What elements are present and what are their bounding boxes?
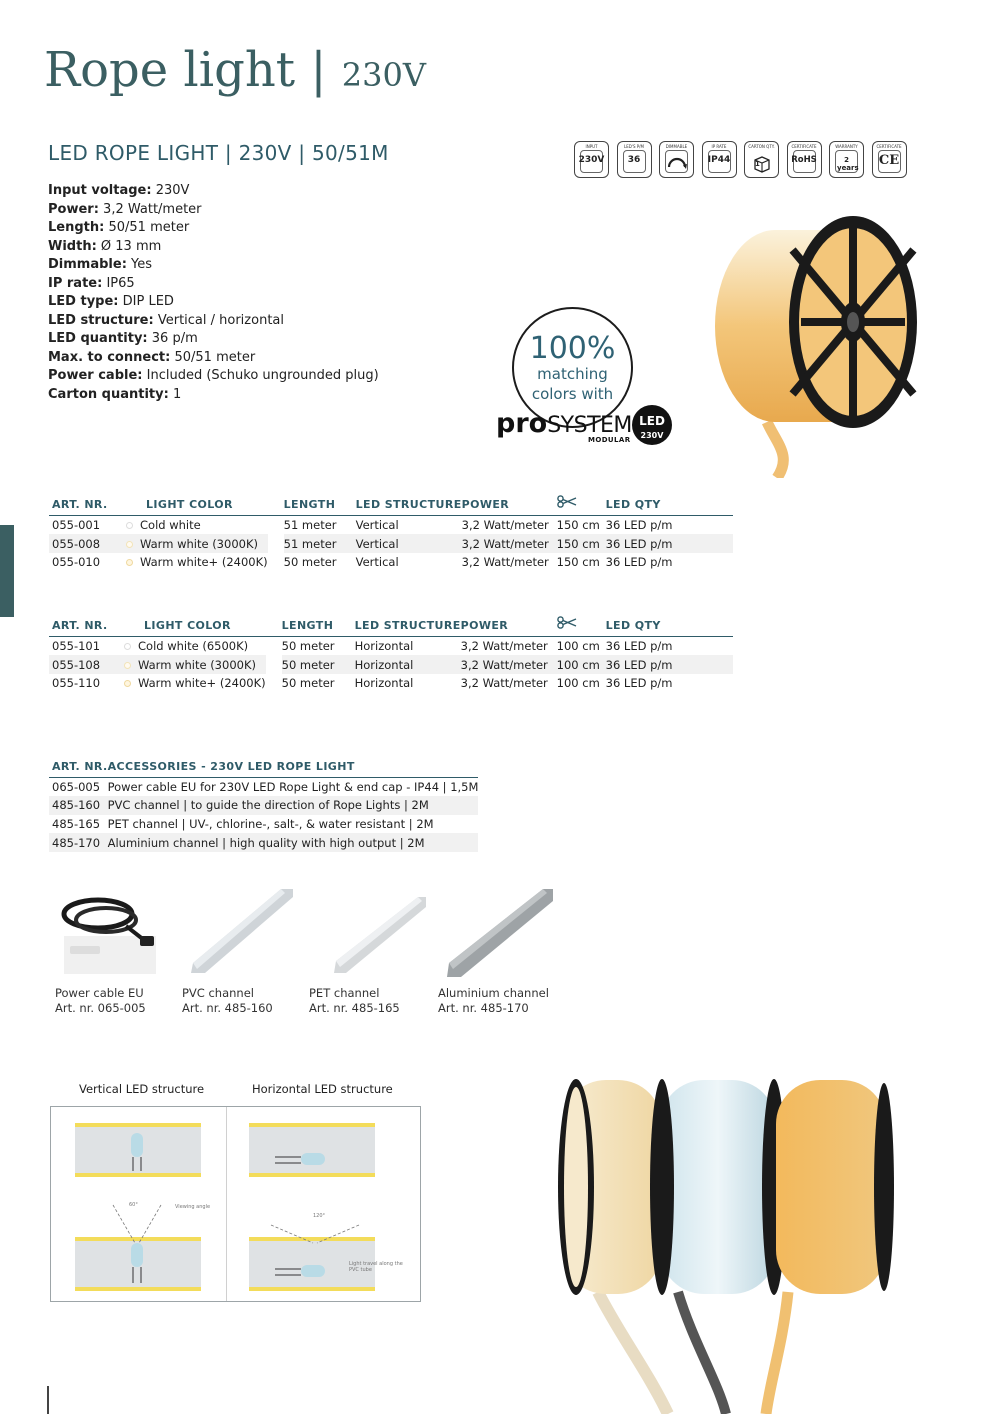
table-cell: [126, 534, 268, 553]
icon-value: 2 years: [837, 156, 859, 172]
badge-line-2: colors with: [531, 385, 614, 403]
table-cell: [606, 637, 733, 656]
cell-text: Horizontal: [354, 676, 414, 691]
table-row: [49, 516, 733, 535]
col-length: LENGTH: [284, 495, 356, 516]
accessory-name: Aluminium channel: [438, 986, 549, 1000]
page-side-marker: [0, 525, 14, 617]
icon-value: RoHS: [791, 155, 817, 165]
title-separator: |: [310, 42, 327, 98]
spec-row: [48, 349, 379, 368]
col-accessory: ACCESSORIES - 230V LED ROPE LIGHT: [108, 758, 479, 777]
color-swatch-icon: [126, 522, 133, 529]
cell-text: 055-108: [52, 657, 101, 672]
cell-text: 150 cm: [556, 536, 600, 551]
cell-text: 100 cm: [556, 657, 600, 672]
table-cell: [606, 553, 733, 572]
dimmer-arc-icon: [666, 153, 688, 173]
icon-caption: LED'S P/M: [624, 144, 644, 149]
pet-channel-image: [330, 893, 430, 981]
table-cell: [461, 674, 557, 693]
icon-caption: CERTIFICATE: [876, 144, 902, 149]
structure-drawing: [51, 1107, 422, 1303]
spec-value: 50/51 meter: [108, 220, 190, 235]
cell-text: 50 meter: [281, 657, 335, 672]
cell-text: 50 meter: [283, 555, 337, 570]
input-voltage-icon: [574, 141, 609, 178]
spec-row: [48, 219, 379, 238]
spec-value: DIP LED: [122, 294, 174, 309]
accessory-caption: [309, 986, 400, 1016]
table-cell: [557, 655, 606, 674]
spec-row: [48, 330, 379, 349]
spec-label: Length:: [48, 220, 105, 235]
col-light-color: LIGHT COLOR: [142, 495, 284, 516]
cell-text: 100 cm: [556, 676, 600, 691]
accessory-art: Art. nr. 485-160: [182, 1001, 273, 1015]
color-swatch-icon: [126, 541, 133, 548]
spec-row: [48, 312, 379, 331]
cell-text: 055-110: [52, 676, 101, 691]
table-row: [49, 674, 733, 693]
table-cell: [124, 655, 266, 674]
vertical-rope-table: [49, 495, 733, 572]
col-led-qty: LED QTY: [606, 616, 733, 637]
spec-label: Power cable:: [48, 368, 143, 383]
icon-value: CE: [878, 153, 900, 168]
table-cell: [49, 815, 108, 834]
table-header-row: [49, 495, 733, 516]
spec-label: Input voltage:: [48, 183, 152, 198]
table-cell: [284, 553, 356, 572]
table-row: [49, 534, 733, 553]
table-cell: [284, 534, 356, 553]
table-cell: [126, 553, 268, 572]
table-row: [49, 655, 733, 674]
cell-text: 51 meter: [283, 536, 337, 551]
icon-value: 1: [755, 160, 760, 168]
accessory-name: PVC channel: [182, 986, 254, 1000]
table-cell: [108, 833, 479, 852]
table-cell: [356, 534, 462, 553]
spec-value: 50/51 meter: [174, 349, 256, 365]
table-cell: [108, 777, 479, 796]
cell-text: 36 LED p/m: [605, 657, 673, 672]
accessory-caption: [438, 986, 549, 1016]
page-title: [44, 42, 426, 98]
spec-label: LED structure:: [48, 312, 154, 328]
spec-label: LED type:: [48, 294, 119, 309]
cell-text: Warm white (3000K): [138, 657, 256, 672]
pvc-channel-image: [185, 883, 295, 981]
cell-text: 100 cm: [556, 639, 600, 654]
cell-text: 150 cm: [556, 518, 600, 533]
rope-light-reel-photo: [697, 194, 925, 482]
table-cell: [355, 674, 461, 693]
cell-text: Horizontal: [354, 657, 414, 672]
accessories-table: [49, 758, 478, 852]
col-led-structure: LED STRUCTURE: [355, 616, 461, 637]
ce-icon: [872, 141, 907, 178]
led-structure-diagram: [50, 1106, 421, 1302]
cell-text: Warm white+ (2400K): [138, 676, 266, 691]
table-cell: [124, 674, 266, 693]
spec-row: [48, 256, 379, 275]
spec-label: Carton quantity:: [48, 386, 169, 402]
cell-text: 485-170: [52, 835, 101, 850]
cell-text: 3,2 Watt/meter: [461, 555, 549, 570]
table-row: [49, 637, 733, 656]
table-cell: [284, 516, 356, 535]
table-cell: [557, 516, 606, 535]
page-bottom-marker: [47, 1386, 49, 1414]
table-cell: [282, 674, 355, 693]
spec-row: [48, 386, 379, 405]
spec-row: [48, 201, 379, 220]
feature-icons: [574, 141, 907, 178]
table-cell: [108, 815, 479, 834]
table-header-row: [49, 758, 478, 777]
spec-label: IP rate:: [48, 275, 103, 291]
cell-text: 3,2 Watt/meter: [461, 518, 549, 533]
cell-text: Vertical: [355, 555, 399, 570]
col-cut-length: [557, 616, 606, 637]
spec-value: Included (Schuko ungrounded plug): [146, 368, 379, 383]
vertical-structure-label: Vertical LED structure: [79, 1082, 205, 1096]
cell-text: 50 meter: [281, 676, 335, 691]
col-power: POWER: [462, 495, 557, 516]
col-length: LENGTH: [282, 616, 355, 637]
reel-image: [697, 194, 925, 478]
horizontal-structure-label: Horizontal LED structure: [252, 1082, 393, 1096]
table-cell: [49, 796, 108, 815]
table-cell: [462, 534, 557, 553]
carton-icon: [744, 141, 779, 178]
icon-value: IP44: [707, 155, 731, 165]
accessory-art: Art. nr. 485-165: [309, 1001, 400, 1015]
vertical-angle: 60°: [129, 1202, 138, 1208]
col-light-color: LIGHT COLOR: [140, 616, 282, 637]
spec-value: 1: [172, 386, 182, 402]
cell-text: 485-165: [52, 816, 101, 831]
table-cell: [606, 674, 733, 693]
icon-value: 230V: [578, 155, 605, 165]
spec-row: [48, 238, 379, 257]
scissors-icon: [557, 616, 577, 629]
cell-text: 055-101: [52, 639, 101, 654]
cell-text: 485-160: [52, 798, 101, 813]
col-art-nr: ART. NR.: [49, 616, 140, 637]
table-cell: [126, 516, 268, 535]
accessory-name: PET channel: [309, 986, 380, 1000]
spec-value: Yes: [131, 257, 153, 272]
table-cell: [49, 777, 108, 796]
table-cell: [356, 553, 462, 572]
cell-text: Vertical: [355, 518, 399, 533]
led-circle-icon: [631, 404, 673, 446]
spec-value: Ø 13 mm: [100, 238, 162, 254]
table-cell: [462, 516, 557, 535]
table-cell: [606, 655, 733, 674]
icon-value: 36: [627, 155, 641, 165]
cell-text: 055-008: [52, 536, 101, 551]
cell-text: 3,2 Watt/meter: [461, 536, 549, 551]
table-cell: [108, 796, 479, 815]
title-main: Rope light: [44, 42, 296, 98]
spec-value: Vertical / horizontal: [157, 312, 284, 328]
table-cell: [557, 637, 606, 656]
spec-list: [48, 182, 379, 404]
spec-value: 36 p/m: [151, 331, 198, 346]
color-swatch-icon: [124, 680, 131, 687]
spec-row: [48, 182, 379, 201]
spec-row: [48, 367, 379, 386]
spec-row: [48, 293, 379, 312]
cell-text: PET channel | UV-, chlorine-, salt-, & water resistant | 2M: [107, 816, 434, 831]
spec-label: Power:: [48, 201, 99, 217]
table-cell: [355, 655, 461, 674]
spec-value: IP65: [106, 275, 135, 291]
table-cell: [557, 553, 606, 572]
col-art-nr: ART. NR.: [49, 495, 142, 516]
cell-text: Power cable EU for 230V LED Rope Light & end cap - IP44 | 1,5M: [107, 779, 479, 794]
cell-text: Horizontal: [354, 639, 414, 654]
badge-percent: 100%: [529, 331, 616, 366]
cell-text: 055-001: [52, 518, 101, 533]
icon-caption: CARTON QTY.: [748, 144, 775, 149]
led-logo-text: LED: [639, 414, 665, 428]
leds-per-meter-icon: [617, 141, 652, 178]
three-reels-photo: [548, 1072, 900, 1414]
spec-row: [48, 275, 379, 294]
color-swatch-icon: [124, 662, 131, 669]
cell-text: 3,2 Watt/meter: [460, 676, 548, 691]
product-subtitle: LED ROPE LIGHT | 230V | 50/51M: [48, 141, 389, 165]
accessory-name: Power cable EU: [55, 986, 144, 1000]
table-cell: [606, 534, 733, 553]
table-cell: [355, 637, 461, 656]
cell-text: 065-005: [52, 779, 101, 794]
cell-text: Cold white (6500K): [138, 639, 249, 654]
icon-caption: WARRANTY: [835, 144, 858, 149]
cell-text: 3,2 Watt/meter: [460, 639, 548, 654]
logo-modular: MODULAR: [588, 436, 631, 444]
icon-caption: CERTIFICATE: [791, 144, 817, 149]
ip-rate-icon: [702, 141, 737, 178]
table-cell: [282, 655, 355, 674]
table-cell: [462, 553, 557, 572]
col-led-structure: LED STRUCTURE: [356, 495, 462, 516]
badge-line-1: matching: [537, 365, 608, 383]
icon-caption: INPUT: [585, 144, 598, 149]
table-row: [49, 796, 478, 815]
reels-image: [548, 1072, 900, 1414]
cell-text: 3,2 Watt/meter: [460, 657, 548, 672]
table-cell: [606, 516, 733, 535]
table-cell: [461, 655, 557, 674]
cell-text: 055-010: [52, 555, 101, 570]
table-cell: [557, 674, 606, 693]
prosystem-logo: [496, 408, 632, 444]
table-row: [49, 777, 478, 796]
cell-text: 36 LED p/m: [605, 518, 673, 533]
cell-text: Warm white+ (2400K): [140, 555, 268, 570]
table-cell: [124, 637, 266, 656]
spec-label: Width:: [48, 238, 97, 254]
led-230v-logo: [631, 404, 673, 450]
icon-caption: DIMMABLE: [665, 144, 688, 149]
spec-value: 3,2 Watt/meter: [103, 201, 202, 217]
cell-text: Vertical: [355, 536, 399, 551]
cell-text: 51 meter: [283, 518, 337, 533]
cell-text: 36 LED p/m: [605, 555, 673, 570]
cell-text: 36 LED p/m: [605, 639, 673, 654]
table-cell: [356, 516, 462, 535]
power-cable-image: [56, 888, 166, 978]
table-row: [49, 553, 733, 572]
dimmable-icon: [659, 141, 694, 178]
accessory-art: Art. nr. 485-170: [438, 1001, 529, 1015]
title-suffix: 230V: [341, 56, 426, 94]
spec-label: Max. to connect:: [48, 349, 171, 365]
light-travel-note: Light travel along the PVC tube: [349, 1261, 403, 1273]
scissors-icon: [557, 495, 577, 508]
spec-label: Dimmable:: [48, 257, 127, 272]
warranty-icon: [829, 141, 864, 178]
col-led-qty: LED QTY: [606, 495, 733, 516]
table-cell: [461, 637, 557, 656]
cell-text: PVC channel | to guide the direction of Rope Lights | 2M: [107, 798, 429, 813]
cell-text: 150 cm: [556, 555, 600, 570]
accessory-art: Art. nr. 065-005: [55, 1001, 146, 1015]
table-header-row: [49, 616, 733, 637]
cell-text: 36 LED p/m: [605, 676, 673, 691]
cell-text: Cold white: [140, 518, 201, 533]
col-cut-length: [557, 495, 606, 516]
table-cell: [557, 534, 606, 553]
col-art-nr: ART. NR.: [49, 758, 108, 777]
cell-text: 50 meter: [281, 639, 335, 654]
table-cell: [49, 833, 108, 852]
table-cell: [282, 637, 355, 656]
spec-label: LED quantity:: [48, 331, 148, 346]
icon-caption: IP RATE: [711, 144, 727, 149]
accessory-caption: [182, 986, 273, 1016]
logo-system: SYSTEM: [547, 413, 632, 438]
aluminium-channel-image: [445, 885, 555, 981]
color-swatch-icon: [126, 559, 133, 566]
rohs-icon: [787, 141, 822, 178]
horizontal-angle: 120°: [313, 1213, 326, 1219]
cell-text: Warm white (3000K): [140, 536, 258, 551]
logo-pro: pro: [496, 408, 548, 439]
table-row: [49, 815, 478, 834]
col-power: POWER: [461, 616, 557, 637]
spec-value: 230V: [155, 183, 190, 198]
color-swatch-icon: [124, 643, 131, 650]
cell-text: Aluminium channel | high quality with high output | 2M: [107, 835, 425, 850]
table-row: [49, 833, 478, 852]
led-logo-volt: 230V: [640, 431, 664, 440]
horizontal-rope-table: [49, 616, 733, 693]
accessory-caption: [55, 986, 146, 1016]
viewing-angle-note: Viewing angle: [175, 1204, 211, 1210]
cell-text: 36 LED p/m: [605, 536, 673, 551]
